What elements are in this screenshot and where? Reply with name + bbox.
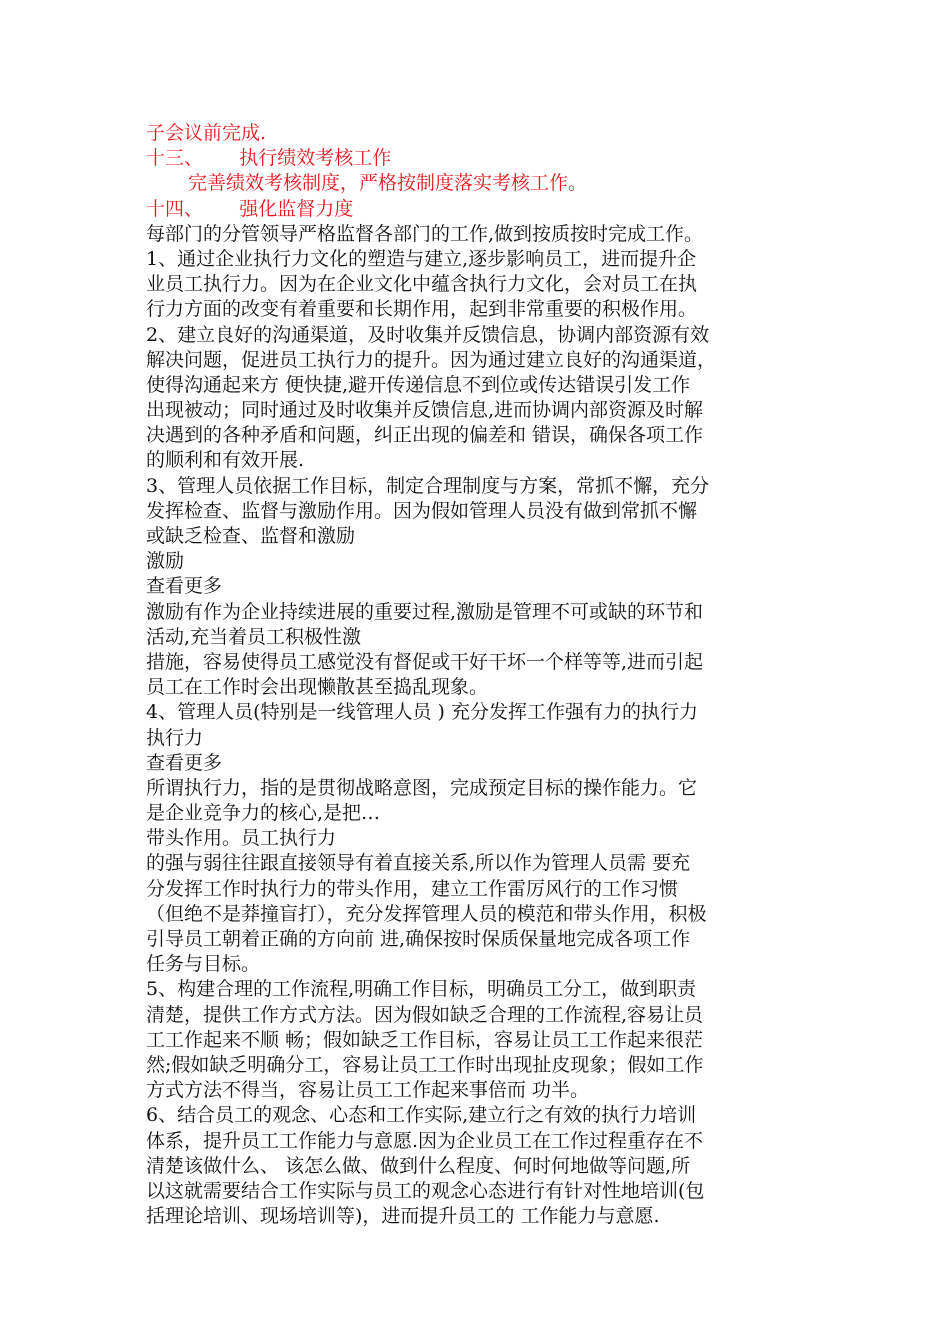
text-line: 行力方面的改变有着重要和长期作用，起到非常重要的积极作用。 <box>146 298 698 321</box>
text-line: 4、管理人员(特别是一线管理人员 ) 充分发挥工作强有力的执行力 <box>146 701 698 724</box>
text-line: 工工作起来不顺 畅；假如缺乏工作目标，容易让员工工作起来很茫 <box>146 1028 704 1051</box>
text-line: 体系，提升员工工作能力与意愿.因为企业员工在工作过程重存在不 <box>146 1129 704 1152</box>
text-line: 查看更多 <box>146 575 223 598</box>
text-line: 激励 <box>146 550 185 573</box>
text-line: 业员工执行力。因为在企业文化中蕴含执行力文化，会对员工在执 <box>146 273 698 296</box>
text-line: 以这就需要结合工作实际与员工的观念心态进行有针对性地培训(包 <box>146 1179 705 1202</box>
text-line: 查看更多 <box>146 751 223 774</box>
text-line: 或缺乏检查、监督和激励 <box>146 525 356 547</box>
text-line: 5、构建合理的工作流程,明确工作目标，明确员工分工，做到职责 <box>146 978 697 1001</box>
text-line: 2、建立良好的沟通渠道，及时收集并反馈信息，协调内部资源有效 <box>146 323 710 346</box>
text-line: 执行力 <box>146 726 204 749</box>
text-line: 措施，容易使得员工感觉没有督促或干好干坏一个样等等,进而引起 <box>146 650 704 673</box>
text-line: 1、通过企业执行力文化的塑造与建立,逐步影响员工，进而提升企 <box>146 247 697 270</box>
text-line: 员工在工作时会出现懒散甚至捣乱现象。 <box>146 676 489 699</box>
text-line: 引导员工朝着正确的方向前 进,确保按时保质保量地完成各项工作 <box>146 928 691 950</box>
text-line: 清楚该做什么、 该怎么做、做到什么程度、何时何地做等问题,所 <box>146 1154 691 1177</box>
text-line: 的强与弱往往跟直接领导有着直接关系,所以作为管理人员需 要充 <box>146 852 691 875</box>
text-line: 解决问题，促进员工执行力的提升。因为通过建立良好的沟通渠道， <box>146 348 717 371</box>
text-line: 子会议前完成. <box>146 122 267 144</box>
text-line: 任务与目标。 <box>146 953 261 976</box>
section-heading: 十三、 执行绩效考核工作 <box>146 147 392 170</box>
document-body <box>146 121 814 1229</box>
section-heading: 十四、 强化监督力度 <box>146 197 354 220</box>
text-line: 6、结合员工的观念、心态和工作实际,建立行之有效的执行力培训 <box>146 1104 697 1127</box>
text-line: 的顺利和有效开展. <box>146 449 305 472</box>
text-line: 激励有作为企业持续进展的重要过程,激励是管理不可或缺的环节和 <box>146 600 704 623</box>
text-line: 出现被动；同时通过及时收集并反馈信息,进而协调内部资源及时解 <box>146 399 704 422</box>
text-line: 发挥检查、监督与激励作用。因为假如管理人员没有做到常抓不懈 <box>146 499 698 522</box>
text-line: 然;假如缺乏明确分工，容易让员工工作时出现扯皮现象；假如工作 <box>146 1053 704 1076</box>
text-line: （但绝不是莽撞盲打），充分发挥管理人员的模范和带头作用，积极 <box>146 902 707 925</box>
text-line: 决遇到的各种矛盾和问题，纠正出现的偏差和 错误，确保各项工作 <box>146 424 704 447</box>
text-line: 括理论培训、现场培训等)，进而提升员工的 工作能力与意愿. <box>146 1205 660 1228</box>
text-line: 活动,充当着员工积极性激 <box>146 625 362 648</box>
text-line: 是企业竞争力的核心,是把… <box>146 802 381 825</box>
text-line: 每部门的分管领导严格监督各部门的工作,做到按质按时完成工作。 <box>146 222 704 245</box>
text-line: 完善绩效考核制度，严格按制度落实考核工作。 <box>188 172 588 195</box>
text-line: 使得沟通起来方 便快捷,避开传递信息不到位或传达错误引发工作 <box>146 373 691 396</box>
text-line: 带头作用。员工执行力 <box>146 827 337 850</box>
text-line: 方式方法不得当，容易让员工工作起来事倍而 功半。 <box>146 1079 590 1102</box>
text-line: 所谓执行力，指的是贯彻战略意图，完成预定目标的操作能力。它 <box>146 776 698 799</box>
text-line: 3、管理人员依据工作目标，制定合理制度与方案，常抓不懈，充分 <box>146 474 710 497</box>
text-line: 清楚，提供工作方式方法。因为假如缺乏合理的工作流程,容易让员 <box>146 1003 704 1026</box>
text-line: 分发挥工作时执行力的带头作用，建立工作雷厉风行的工作习惯 <box>146 877 679 900</box>
